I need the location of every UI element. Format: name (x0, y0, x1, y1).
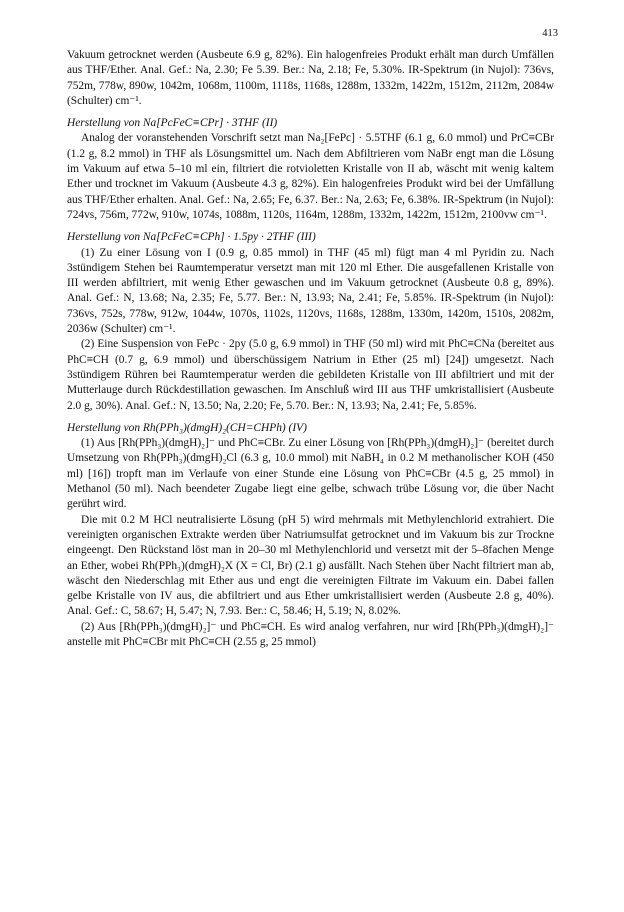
page-number: 413 (542, 28, 558, 39)
paragraph-compound-ii-procedure: Analog der voranstehenden Vorschrift setzt man Na₂[FePc] · 5.5THF (6.1 g, 6.0 mmol) und PrC≡CBr (1.2 g, 8.2 mmol) in THF als Lösungsmittel um. Nach dem Abfiltrieren vom NaBr engt man die Lösung im Vakuum auf etwa 5–10 ml ein, filtriert die rotvioletten Kristalle von II ab, wäscht mit wenig kaltem Ether und trocknet im Vakuum (Ausbeute 4.3 g, 82%). Ein halogenfreies Produkt wird bei der Umfällung aus THF/Ether erhalten. Anal. Gef.: Na, 2.65; Fe, 6.37. Ber.: Na, 2.63; Fe, 6.38%. IR-Spektrum (in Nujol): 724vs, 756m, 772w, 910w, 1074s, 1088m, 1120s, 1164m, 1288m, 1332m, 1422m, 1512m, 2100vw cm⁻¹. (67, 132, 554, 221)
section-heading-compound-ii: Herstellung von Na[PcFeC≡CPr] · 3THF (II) (67, 117, 278, 130)
article-body (67, 48, 554, 650)
paragraph-compound-iv-method-2: (2) Aus [Rh(PPh₃)(dmgH)₂]⁻ und PhC≡CH. Es wird analog verfahren, nur wird [Rh(PPh₃)(dmgH)₂]⁻ anstelle mit PhC≡CBr mit PhC≡CH (2.55 g, 25 mmol) (67, 620, 554, 648)
section-heading-compound-iv: Herstellung von Rh(PPh₃)(dmgH)₂(CH=CHPh) (IV) (67, 421, 307, 434)
paragraph-compound-iv-method-1: (1) Aus [Rh(PPh₃)(dmgH)₂]⁻ und PhC≡CBr. Zu einer Lösung von [Rh(PPh₃)(dmgH)₂]⁻ (bereitet durch Umsetzung von Rh(PPh₃)(dmgH)₂Cl (6.3 g, 10.0 mmol) mit NaBH₄ in 0.2 M methanolischer KOH (450 ml) [16]) tropft man im Verlaufe von einer Stunde eine Lösung von PhC≡CBr (4.5 g, 25 mmol) in Methanol (50 ml). Nach beendeter Zugabe liegt eine gelbe, schwach trübe Lösung vor, die über Nacht gerührt wird. (67, 437, 554, 511)
paragraph-compound-iv-workup: Die mit 0.2 M HCl neutralisierte Lösung (pH 5) wird mehrmals mit Methylenchlorid extrahiert. Die vereinigten organischen Extrakte werden über Natriumsulfat getrocknet und im Vakuum bis zur Trockne eingeengt. Den Rückstand löst man in 20–30 ml Methylenchlorid und versetzt mit der 5–8fachen Menge an Ether, wobei Rh(PPh₃)(dmgH)₂X (X = Cl, Br) (2.1 g) ausfällt. Nach Stehen über Nacht filtriert man ab, wäscht den Niederschlag mit Ether aus und engt die vereinigten Filtrate im Vakuum ein. Dabei fallen gelbe Kristalle von IV aus, die abfiltriert und aus Ether umkristallisiert werden (Ausbeute 2.8 g, 40%). Anal. Gef.: C, 58.67; H, 5.47; N, 7.93. Ber.: C, 58.46; H, 5.19; N, 8.02%. (67, 513, 554, 618)
paragraph-compound-iii-method-1: (1) Zu einer Lösung von I (0.9 g, 0.85 mmol) in THF (45 ml) fügt man 4 ml Pyridin zu. Nach 3stündigem Stehen bei Raumtemperatur versetzt man mit 120 ml Ether. Die ausgefallenen Kristalle von III werden abfiltriert, mit wenig Ether gewaschen und im Vakuum getrocknet (Ausbeute 0.8 g, 89%). Anal. Gef.: N, 13.68; Na, 2.35; Fe, 5.77. Ber.: N, 13.93; Na, 2.41; Fe, 5.85%. IR-Spektrum (in Nujol): 736vs, 752s, 778w, 912w, 1044w, 1070s, 1102s, 1120vs, 1168s, 1288m, 1330m, 1420m, 1510s, 2082m, 2036w (Schulter) cm⁻¹. (67, 246, 554, 336)
section-heading-compound-iii: Herstellung von Na[PcFeC≡CPh] · 1.5py · 2THF (III) (67, 231, 316, 244)
paragraph-compound-iii-method-2: (2) Eine Suspension von FePc · 2py (5.0 g, 6.9 mmol) in THF (50 ml) wird mit PhC≡CNa (bereitet aus PhC≡CH (0.7 g, 6.9 mmol) und überschüssigem Natrium in Ether (25 ml) [24]) umgesetzt. Nach 3stündigem Rühren bei Raumtemperatur werden die gebildeten Kristalle von III abfiltriert und mit der Mutterlauge durch Rückdestillation gewaschen. Im Anschluß wird III aus THF umkristallisiert (Ausbeute 2.0 g, 30%). Anal. Gef.: N, 13.50; Na, 2.20; Fe, 5.70. Ber.: N, 13.93; Na, 2.41; Fe, 5.85%. (67, 338, 554, 412)
paragraph-continuation: Vakuum getrocknet werden (Ausbeute 6.9 g, 82%). Ein halogenfreies Produkt erhält man durch Umfällen aus THF/Ether. Anal. Gef.: Na, 2.30; Fe 5.39. Ber.: Na, 2.18; Fe, 5.30%. IR-Spektrum (in Nujol): 736vs, 752m, 778w, 890w, 1042m, 1068m, 1100m, 1118s, 1168s, 1288m, 1332m, 1422m, 1512m, 2112m, 2084w (Schulter) cm⁻¹. (67, 49, 554, 107)
